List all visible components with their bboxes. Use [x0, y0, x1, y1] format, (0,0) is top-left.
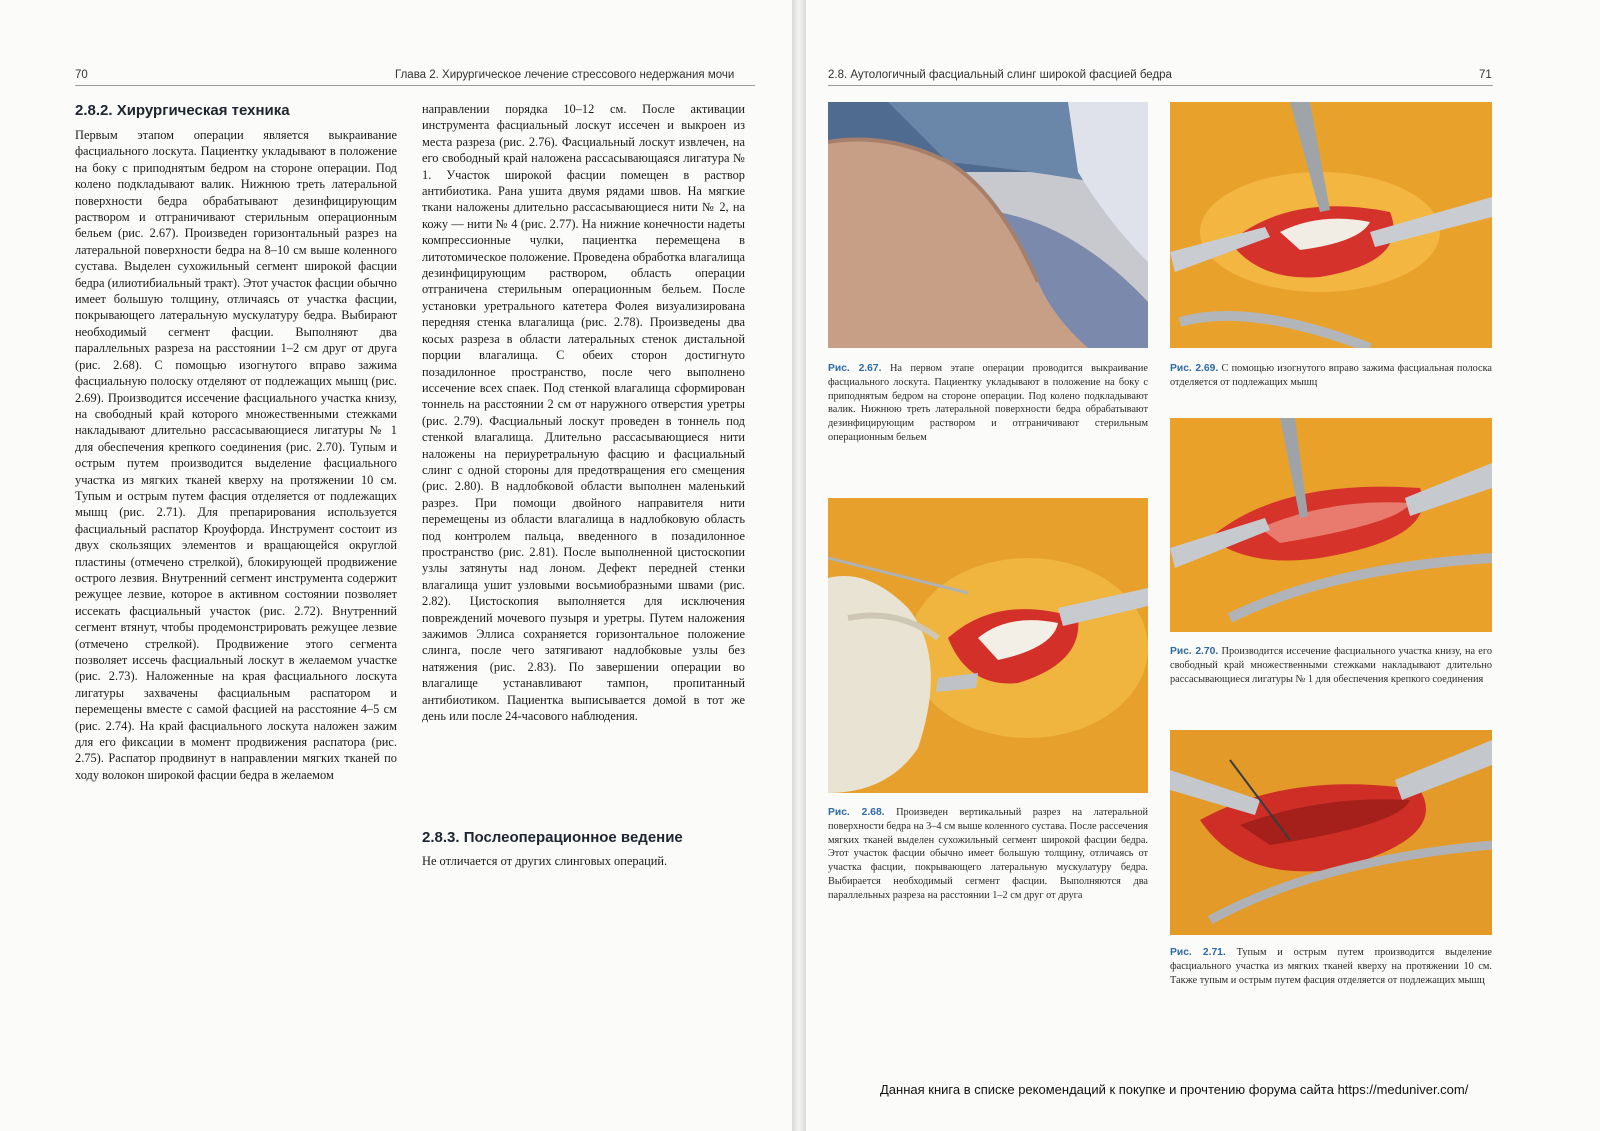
section-title-postoperative: 2.8.3. Послеоперационное ведение [422, 829, 683, 846]
figure-2-69-photo [1170, 102, 1492, 348]
figure-2-70-label: Рис. 2.70. [1170, 646, 1219, 657]
footer-recommendation-note: Данная книга в списке рекомендаций к покупке и прочтению форума сайта https://meduniver.com/ [880, 1082, 1469, 1097]
figure-2-70-text: Производится иссечение фасциального участка книзу, на его свободный край множественными стежками накладывают длительно рассасывающиеся лигатуры № 1 для обеспечения крепкого соединения [1170, 646, 1492, 685]
figure-2-71-label: Рис. 2.71. [1170, 947, 1226, 958]
figure-2-71-caption [1170, 946, 1492, 987]
postoperative-paragraph: Не отличается от других слинговых операций. [422, 854, 668, 868]
figure-2-67-caption [828, 362, 1148, 445]
text-column-2 [422, 101, 745, 724]
figure-2-69-text: С помощью изогнутого вправо зажима фасциальная полоска отделяется от подлежащих мышц [1170, 363, 1492, 388]
running-header-left: Глава 2. Хирургическое лечение стрессового недержания мочи [395, 69, 735, 81]
paragraph-column-1: Первым этапом операции является выкраивание фасциального лоскута. Пациентку укладывают в положение на боку с приподнятым бедром на стороне операции. Под колено подкладывают валик. Нижнюю треть латеральной поверхности бедра обрабатывают дезинфицирующим раствором и отграничивают стерильным операционным бельем (рис. 2.67). Произведен горизонтальный разрез на латеральной поверхности бедра на 8–10 см выше коленного сустава. Выделен сухожильный сегмент широкой фасции бедра (илиотибиальный тракт). Этот участок фасции обычно имеет большую толщину, отличаясь от участка фасции, покрывающего латеральную мускулатуру бедра. Выбирают необходимый сегмент фасции. Выполняют два параллельных разреза на расстоянии 1–2 см друг от друга (рис. 2.68). С помощью изогнутого вправо зажима фасциальную полоску отделяют от подлежащих мышц (рис. 2.69). Производится иссечение фасциального участка книзу, на свободный край которого множественными стежками накладывают длительно рассасывающиеся лигатуры № 1 для обеспечения крепкого соединения (рис. 2.70). Тупым и острым путем производится выделение фасциального участка из мягких тканей кверху на протяжении 10 см. Тупым и острым путем фасция отделяется от подлежащих мышц (рис. 2.71). Для препарирования используется фасциальный распатор Кроуфорда. Инструмент состоит из двух скользящих элементов и вращающейся округлой пластины (отмечено стрелкой), блокирующей продвижение острого лезвия. Внутренний сегмент инструмента содержит режущее лезвие, которое в активном состоянии позволяет иссекать фасциальный участок (рис. 2.72). Внутренний сегмент втянут, чтобы продемонстрировать режущее лезвие (отмечено стрелкой). Продвижение этого сегмента позволяет иссечь фасциальный лоскут в желаемом участке (рис. 2.73). Наложенные на края фасциального лоскута лигатуры захвачены фасциальным распатором и перемещены вместе с самой фасцией на расстояние 4–5 см (рис. 2.74). На край фасциального лоскута наложен зажим для его фиксации в момент продвижения распатора (рис. 2.75). Распатор продвинут в направлении мягких тканей по ходу волокон широкой фасции бедра в желаемом [75, 128, 398, 782]
paragraph-column-2: направлении порядка 10–12 см. После активации инструмента фасциальный лоскут иссечен и выкроен из места разреза (рис. 2.76). Фасциальный лоскут извлечен, на его свободный край наложена рассасывающаяся лигатура № 1. Участок широкой фасции помещен в раствор антибиотика. Рана ушита двумя рядами швов. На мягкие ткани наложены длительно рассасывающиеся нити № 2, на кожу — нити № 4 (рис. 2.77). На нижние конечности надеты компрессионные чулки, пациентка перемещена в литотомическое положение. Проведена обработка влагалища дезинфицирующим раствором, область операции отграничена стерильным операционным бельем. После установки уретрального катетера Фолея визуализирована передняя стенка влагалища (рис. 2.78). Произведены два косых разреза в области латеральных стенок дистальной порции влагалища. С обеих сторон достигнуто позадилонное пространство, после чего выполнено иссечение всех спаек. Под стенкой влагалища сформирован тоннель на расстоянии 2 см от наружного отверстия уретры (рис. 2.79). Фасциальный лоскут проведен в тоннель под стенкой влагалища. Длительно рассасывающиеся нити наложены на периуретральную фасцию и фасциальный слинг с одной стороны для предотвращения его смещения (рис. 2.80). В надлобковой области выполнен маленький разрез. При помощи двойного направителя нити перемещены из области влагалища в надлобковую область под контролем пальца, введенного в позадилонное пространство (рис. 2.81). После выполненной цистоскопии узлы затянуты над лоном. Дефект передней стенки влагалища ушит узловыми восьмиобразными швами (рис. 2.82). Цистоскопия выполняется для исключения повреждений мочевого пузыря и уретры. Путем наложения зажимов Эллиса сохраняется горизонтальное положение слинга, после чего затягивают надлобковые узлы без натяжения (рис. 2.83). По завершении операции во влагалище устанавливают тампон, пропитанный антибиотиком. Пациентка выписывается домой в тот же день или после 24-часового наблюдения. [422, 102, 746, 724]
figure-2-67-text: На первом этапе операции проводится выкраивание фасциального лоскута. Пациентку укладывают в положение на боку с приподнятым бедром на стороне операции. Под колено подкладывают валик. Нижнюю треть латеральной поверхности бедра обрабатывают дезинфицирующим раствором и отграничивают стерильным операционным бельем [828, 363, 1148, 443]
figure-2-69-label: Рис. 2.69. [1170, 363, 1219, 374]
figure-2-69-caption [1170, 362, 1492, 390]
postoperative-text [422, 853, 745, 869]
figure-2-71-text: Тупым и острым путем производится выделение фасциального участка из мягких тканей кверху на протяжении 10 см. Также тупым и острым путем фасция отделяется от подлежащих мышц [1170, 947, 1492, 986]
figure-2-70-photo [1170, 418, 1492, 632]
right-page [806, 0, 1600, 1131]
header-rule-right [828, 85, 1493, 86]
left-page [0, 0, 792, 1131]
figure-2-68-text: Произведен вертикальный разрез на латеральной поверхности бедра на 3–4 см выше коленного сустава. После рассечения мягких тканей выделен сухожильный сегмент широкой фасции бедра. Этот участок фасции обычно имеет большую толщину, отличаясь от участка фасции, покрывающего латеральную мускулатуру бедра. Выбирается необходимый сегмент фасции. Выполняются два параллельных разреза на расстоянии 1–2 см друг от друга [828, 807, 1149, 901]
page-number-right: 71 [1479, 69, 1492, 81]
figure-2-68-caption [828, 806, 1148, 903]
figure-2-68-label: Рис. 2.68. [828, 807, 885, 818]
book-gutter [792, 0, 806, 1131]
figure-2-70-caption [1170, 645, 1492, 686]
figure-2-68-photo [828, 498, 1148, 793]
header-rule-left [75, 85, 755, 86]
figure-2-71-photo [1170, 730, 1492, 935]
figure-2-67-photo [828, 102, 1148, 348]
figure-2-67-label: Рис. 2.67. [828, 363, 882, 374]
text-column-1 [75, 127, 397, 783]
page-number-left: 70 [75, 69, 88, 81]
section-title-surgical-technique: 2.8.2. Хирургическая техника [75, 102, 290, 119]
running-header-right: 2.8. Аутологичный фасциальный слинг широкой фасцией бедра [828, 69, 1172, 81]
